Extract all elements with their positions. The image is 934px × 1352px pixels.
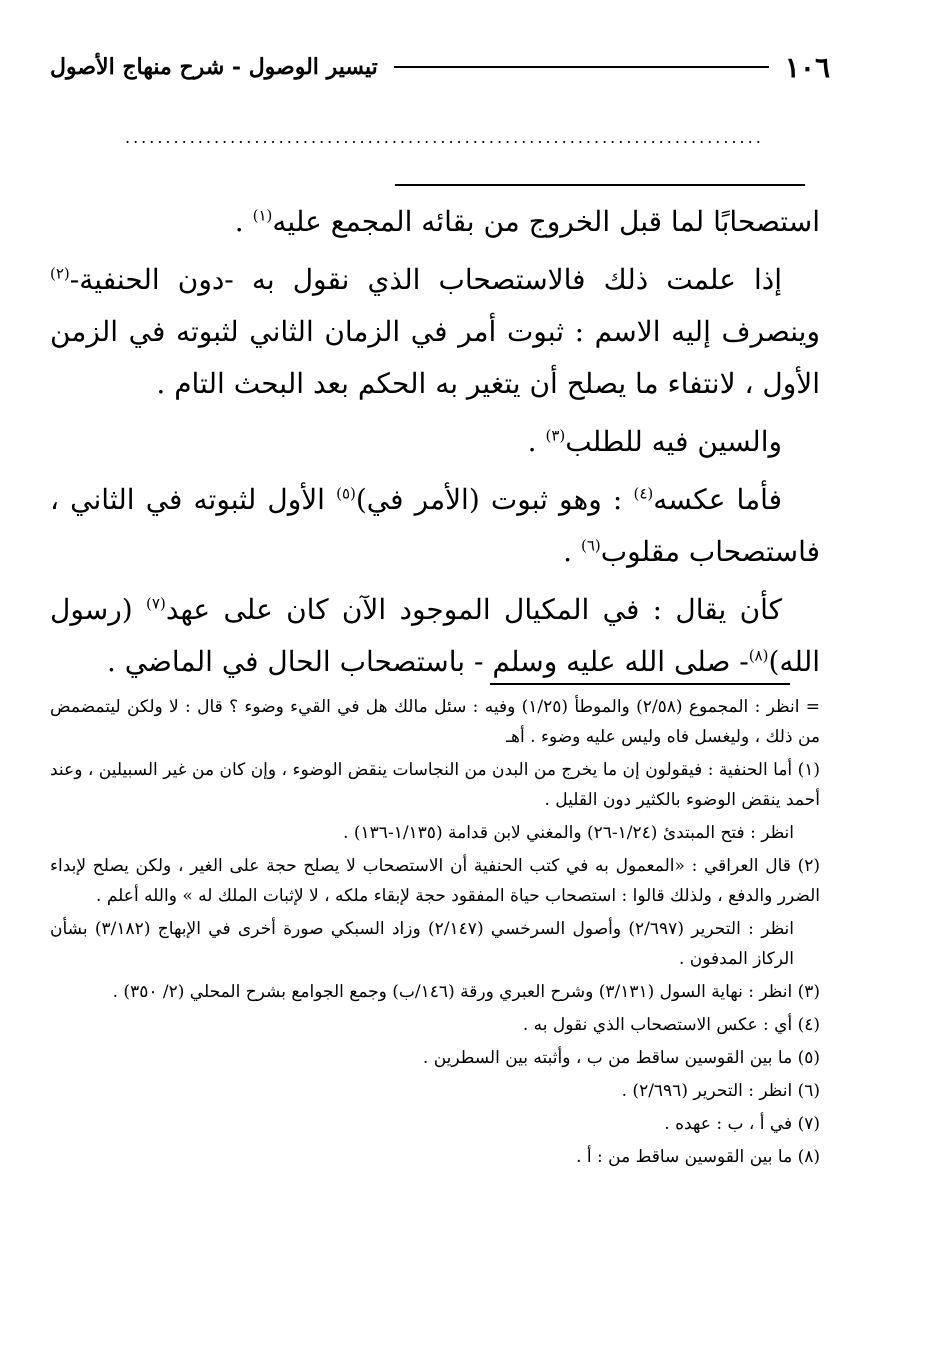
paragraph-2-text-a: إذا علمت ذلك فالاستصحاب الذي نقول به -دون الحنفية- [69,263,782,296]
footnote-rule [490,683,790,685]
dotted-separator: ............................................................................... [125,128,764,147]
footnote-2-ref: انظر : التحرير (٢/٦٩٧) وأصول السرخسي (٢/١٤٧) وزاد السبكي صورة أخرى في الإبهاج (٣/١٨٢) بشأن الركاز المدفون . [50,919,794,969]
paragraph-1-end: . [234,205,253,238]
paragraph-5 [50,584,820,688]
section-rule [395,184,805,186]
paragraph-3-end: . [527,425,546,458]
footnote-8: (٨) ما بين القوسين ساقط من : أ . [576,1147,820,1167]
footnote-ref-7: (٧) [146,594,166,613]
paragraph-5-text-c: - صلى الله عليه وسلم - باستصحاب الحال في الماضي . [106,645,749,678]
footnote-ref-2: (٢) [50,264,70,283]
footnote-ref-8: (٨) [748,646,769,665]
paragraph-5-text-b: (رسول الله) [50,593,820,678]
footnote-7: (٧) في أ ، ب : عهده . [664,1114,820,1134]
footnote-ref-3: (٣) [545,426,566,445]
page-number: ١٠٦ [784,50,830,84]
paragraph-4 [50,474,820,578]
running-title: تيسير الوصول - شرح منهاج الأصول [50,54,378,80]
footnote-continued: = انظر : المجموع (٢/٥٨) والموطأ (١/٢٥) وفيه : سئل مالك هل في القيء وضوء ؟ قال : لا ولكن ليتمضمض من ذلك ، وليغسل فاه وليس عليه وضوء . أهـ [50,697,821,747]
paragraph-4-text-a: فأما عكسه [653,483,782,516]
footnote-6: (٦) انظر : التحرير (٢/٦٩٦) . [621,1081,820,1101]
paragraph-4-end: . [563,535,581,568]
footnotes [50,692,820,1175]
paragraph-3-text: والسين فيه للطلب [565,425,782,458]
paragraph-2 [50,254,820,410]
footnote-5: (٥) ما بين القوسين ساقط من ب ، وأثبته بين السطرين . [422,1048,820,1068]
footnote-3: (٣) انظر : نهاية السول (٣/١٣١) وشرح العبري ورقة (١٤٦/ب) وجمع الجوامع بشرح المحلي (٢/ ٣٥٠) . [112,982,820,1002]
main-text [50,196,820,694]
paragraph-5-text-a: كأن يقال : في المكيال الموجود الآن كان على عهد [165,593,782,626]
footnote-4: (٤) أي : عكس الاستصحاب الذي نقول به . [522,1015,820,1035]
footnote-1: (١) أما الحنفية : فيقولون إن ما يخرج من البدن من النجاسات ينقض الوضوء ، وإن كان من غير السبيلين ، وعند أحمد ينقض الوضوء بالكثير دون القليل . [50,760,820,810]
paragraph-2-text-b: وينصرف إليه الاسم : ثبوت أمر في الزمان الثاني لثبوته في الزمن الأول ، لانتفاء ما يصلح أن يتغير به الحكم بعد البحث التام . [50,315,820,400]
footnote-ref-1: (١) [252,206,273,225]
paragraph-1 [50,196,820,248]
footnote-1-ref: انظر : فتح المبتدئ (١/٢٤-٢٦) والمغني لابن قدامة (١/١٣٥-١٣٦) . [343,823,794,843]
footnote-ref-6: (٦) [580,536,601,555]
header-rule [394,66,769,68]
footnote-2: (٢) قال العراقي : «المعمول به في كتب الحنفية أن الاستصحاب لا يصلح حجة على الغير ، ولكن يصلح لإبداء الضرر والدفع ، ولذلك قالوا : استصحاب حياة المفقود حجة لإبقاء ملكه ، لا لإثبات الملك له » والله أعلم . [50,856,820,906]
footnote-ref-5: (٥) [336,484,356,503]
paragraph-3 [50,416,820,468]
page-header [50,42,830,92]
paragraph-1-text: استصحابًا لما قبل الخروج من بقائه المجمع عليه [272,205,820,238]
footnote-ref-4: (٤) [633,484,654,503]
paragraph-4-text-c: الأول لثبوته في الثاني ، فاستصحاب مقلوب [50,483,820,568]
paragraph-4-text-b: : وهو ثبوت (الأمر في) [355,483,634,516]
